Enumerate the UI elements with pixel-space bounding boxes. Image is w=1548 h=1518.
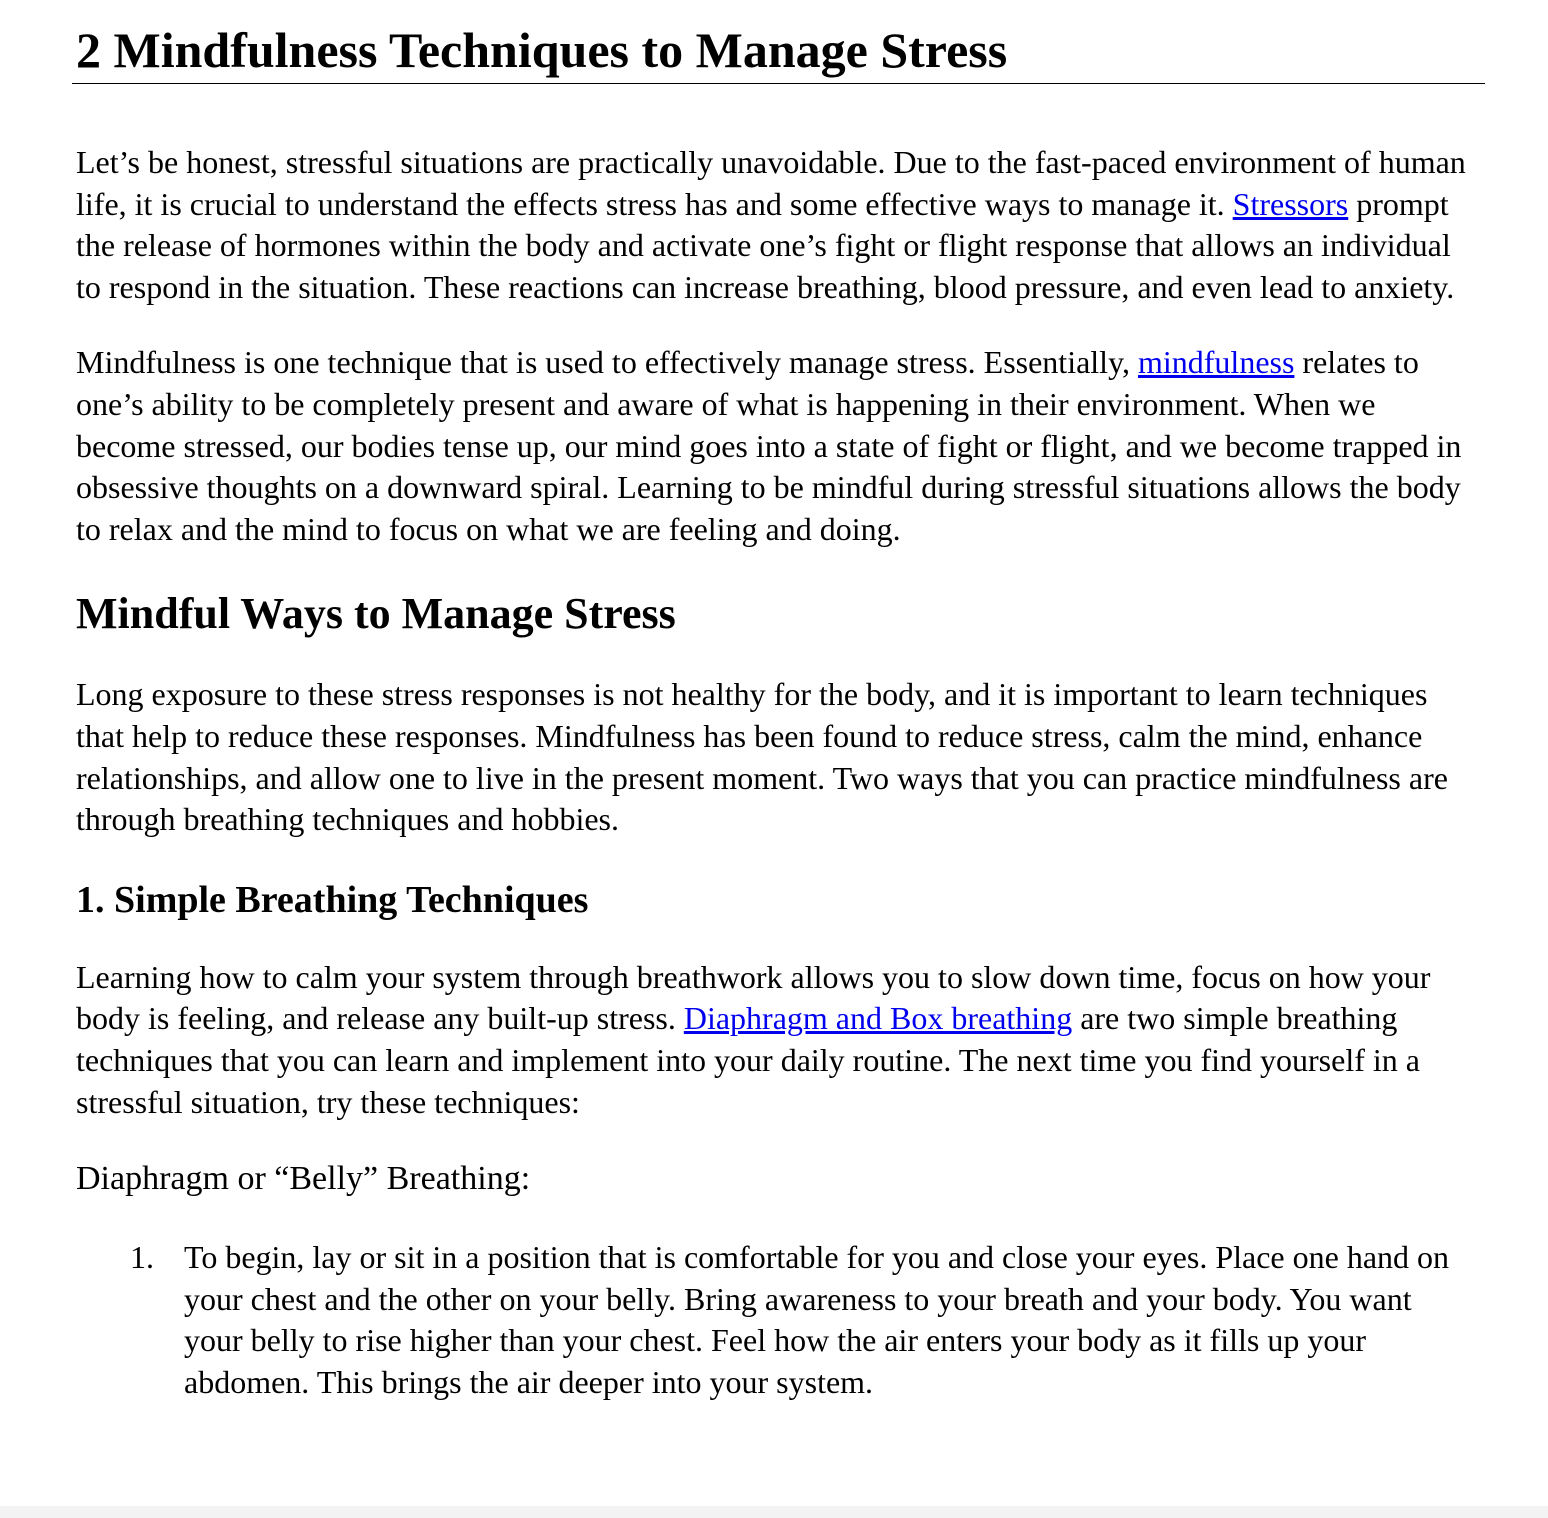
bottom-scroll-area	[0, 1506, 1548, 1518]
intro-paragraph-2	[76, 342, 1476, 550]
breathing-paragraph-text-b: are two simple breathing techniques that you can learn and implement into your daily routine. The next time you find yourself in a stressful situation, try these techniques:	[76, 1000, 1420, 1120]
intro-paragraph-1	[76, 142, 1471, 308]
section-paragraph: Long exposure to these stress responses is not healthy for the body, and it is important to learn techniques that help to reduce these responses. Mindfulness has been found to reduce stress, calm the mind, enhance relationships, and allow one to live in the present moment. Two ways that you can practice mindfulness are through breathing techniques and hobbies.	[76, 676, 1448, 838]
section-heading: Mindful Ways to Manage Stress	[76, 589, 676, 639]
breathing-paragraph-text-a: Learning how to calm your system through breathwork allows you to slow down time, focus on how your body is feeling, and release any built-up stress.	[76, 958, 1431, 1037]
list-item-text: To begin, lay or sit in a position that is comfortable for you and close your eyes. Place one hand on your chest and the other on your belly. Bring awareness to your breath and your body. You want your belly to rise higher than your chest. Feel how the air enters your body as it fills up your abdomen. This brings the air deeper into your system.	[184, 1239, 1450, 1400]
intro-paragraph-2-text-a: Mindfulness is one technique that is used to effectively manage stress. Essentially,	[76, 344, 1138, 381]
diaphragm-box-breathing-link[interactable]: Diaphragm and Box breathing	[683, 1000, 1073, 1037]
stressors-link[interactable]: Stressors	[1232, 185, 1349, 222]
intro-paragraph-2-text-b: relates to one’s ability to be completely present and aware of what is happening in their environment. When we become stressed, our bodies tense up, our mind goes into a state of fight or flight, and we become trapped in obsessive thoughts on a downward spiral. Learning to be mindful during stressful situations allows the body to relax and the mind to focus on what we are feeling and doing.	[76, 344, 1462, 547]
diaphragm-breathing-heading: Diaphragm or “Belly” Breathing:	[76, 1160, 531, 1198]
page-title: 2 Mindfulness Techniques to Manage Stress	[76, 22, 1008, 78]
intro-paragraph-1-text-b: prompt the release of hormones within the body and activate one’s fight or flight response that allows an individual to respond in the situation. These reactions can increase breathing, blood pressure, and even lead to anxiety.	[76, 185, 1455, 305]
intro-paragraph-1-text-a: Let’s be honest, stressful situations are practically unavoidable. Due to the fast-paced environment of human life, it is crucial to understand the effects stress has and some effective ways to manage it.	[76, 144, 1466, 222]
list-item-number: 1.	[130, 1239, 154, 1276]
subsection-heading: 1. Simple Breathing Techniques	[76, 878, 589, 921]
breathing-steps-list	[76, 1237, 1471, 1403]
article	[76, 0, 1476, 1403]
breathing-paragraph	[76, 957, 1471, 1123]
mindfulness-link[interactable]: mindfulness	[1137, 344, 1295, 381]
list-item	[76, 1237, 1471, 1403]
